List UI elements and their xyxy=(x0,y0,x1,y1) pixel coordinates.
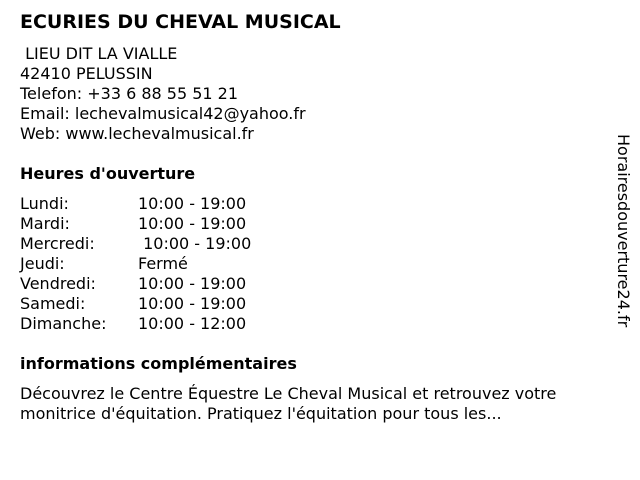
address-line-2: 42410 PELUSSIN xyxy=(20,64,153,83)
hours-row-monday xyxy=(20,194,251,214)
hours-time: 10:00 - 19:00 xyxy=(138,294,247,313)
web-line: Web: www.lechevalmusical.fr xyxy=(20,124,254,143)
hours-row-tuesday xyxy=(20,214,251,234)
additional-info-text: Découvrez le Centre Équestre Le Cheval Musical et retrouvez votre monitrice d'équitation. Pratiquez l'équitation pour tous les... xyxy=(20,384,557,423)
hours-row-saturday xyxy=(20,294,251,314)
hours-time: Fermé xyxy=(138,254,188,273)
hours-day: Vendredi: xyxy=(20,274,96,293)
hours-day: Mardi: xyxy=(20,214,70,233)
hours-day: Jeudi: xyxy=(20,254,65,273)
additional-info-heading: informations complémentaires xyxy=(20,354,297,373)
hours-time: 10:00 - 19:00 xyxy=(138,234,252,253)
hours-time: 10:00 - 19:00 xyxy=(138,194,247,213)
opening-hours-table xyxy=(20,194,251,334)
contact-details xyxy=(20,44,306,144)
hours-day: Dimanche: xyxy=(20,314,107,333)
business-name: ECURIES DU CHEVAL MUSICAL xyxy=(20,11,341,33)
hours-row-sunday xyxy=(20,314,251,334)
site-watermark-label: Horairesdouverture24.fr xyxy=(614,134,633,328)
address-line-1: LIEU DIT LA VIALLE xyxy=(20,44,178,63)
hours-time: 10:00 - 12:00 xyxy=(138,314,247,333)
hours-row-thursday xyxy=(20,254,251,274)
hours-day: Mercredi: xyxy=(20,234,95,253)
hours-time: 10:00 - 19:00 xyxy=(138,274,247,293)
hours-time: 10:00 - 19:00 xyxy=(138,214,247,233)
hours-row-wednesday xyxy=(20,234,251,254)
phone-line: Telefon: +33 6 88 55 51 21 xyxy=(20,84,239,103)
hours-day: Samedi: xyxy=(20,294,86,313)
opening-hours-heading: Heures d'ouverture xyxy=(20,164,196,183)
email-line: Email: lechevalmusical42@yahoo.fr xyxy=(20,104,306,123)
hours-row-friday xyxy=(20,274,251,294)
hours-day: Lundi: xyxy=(20,194,69,213)
